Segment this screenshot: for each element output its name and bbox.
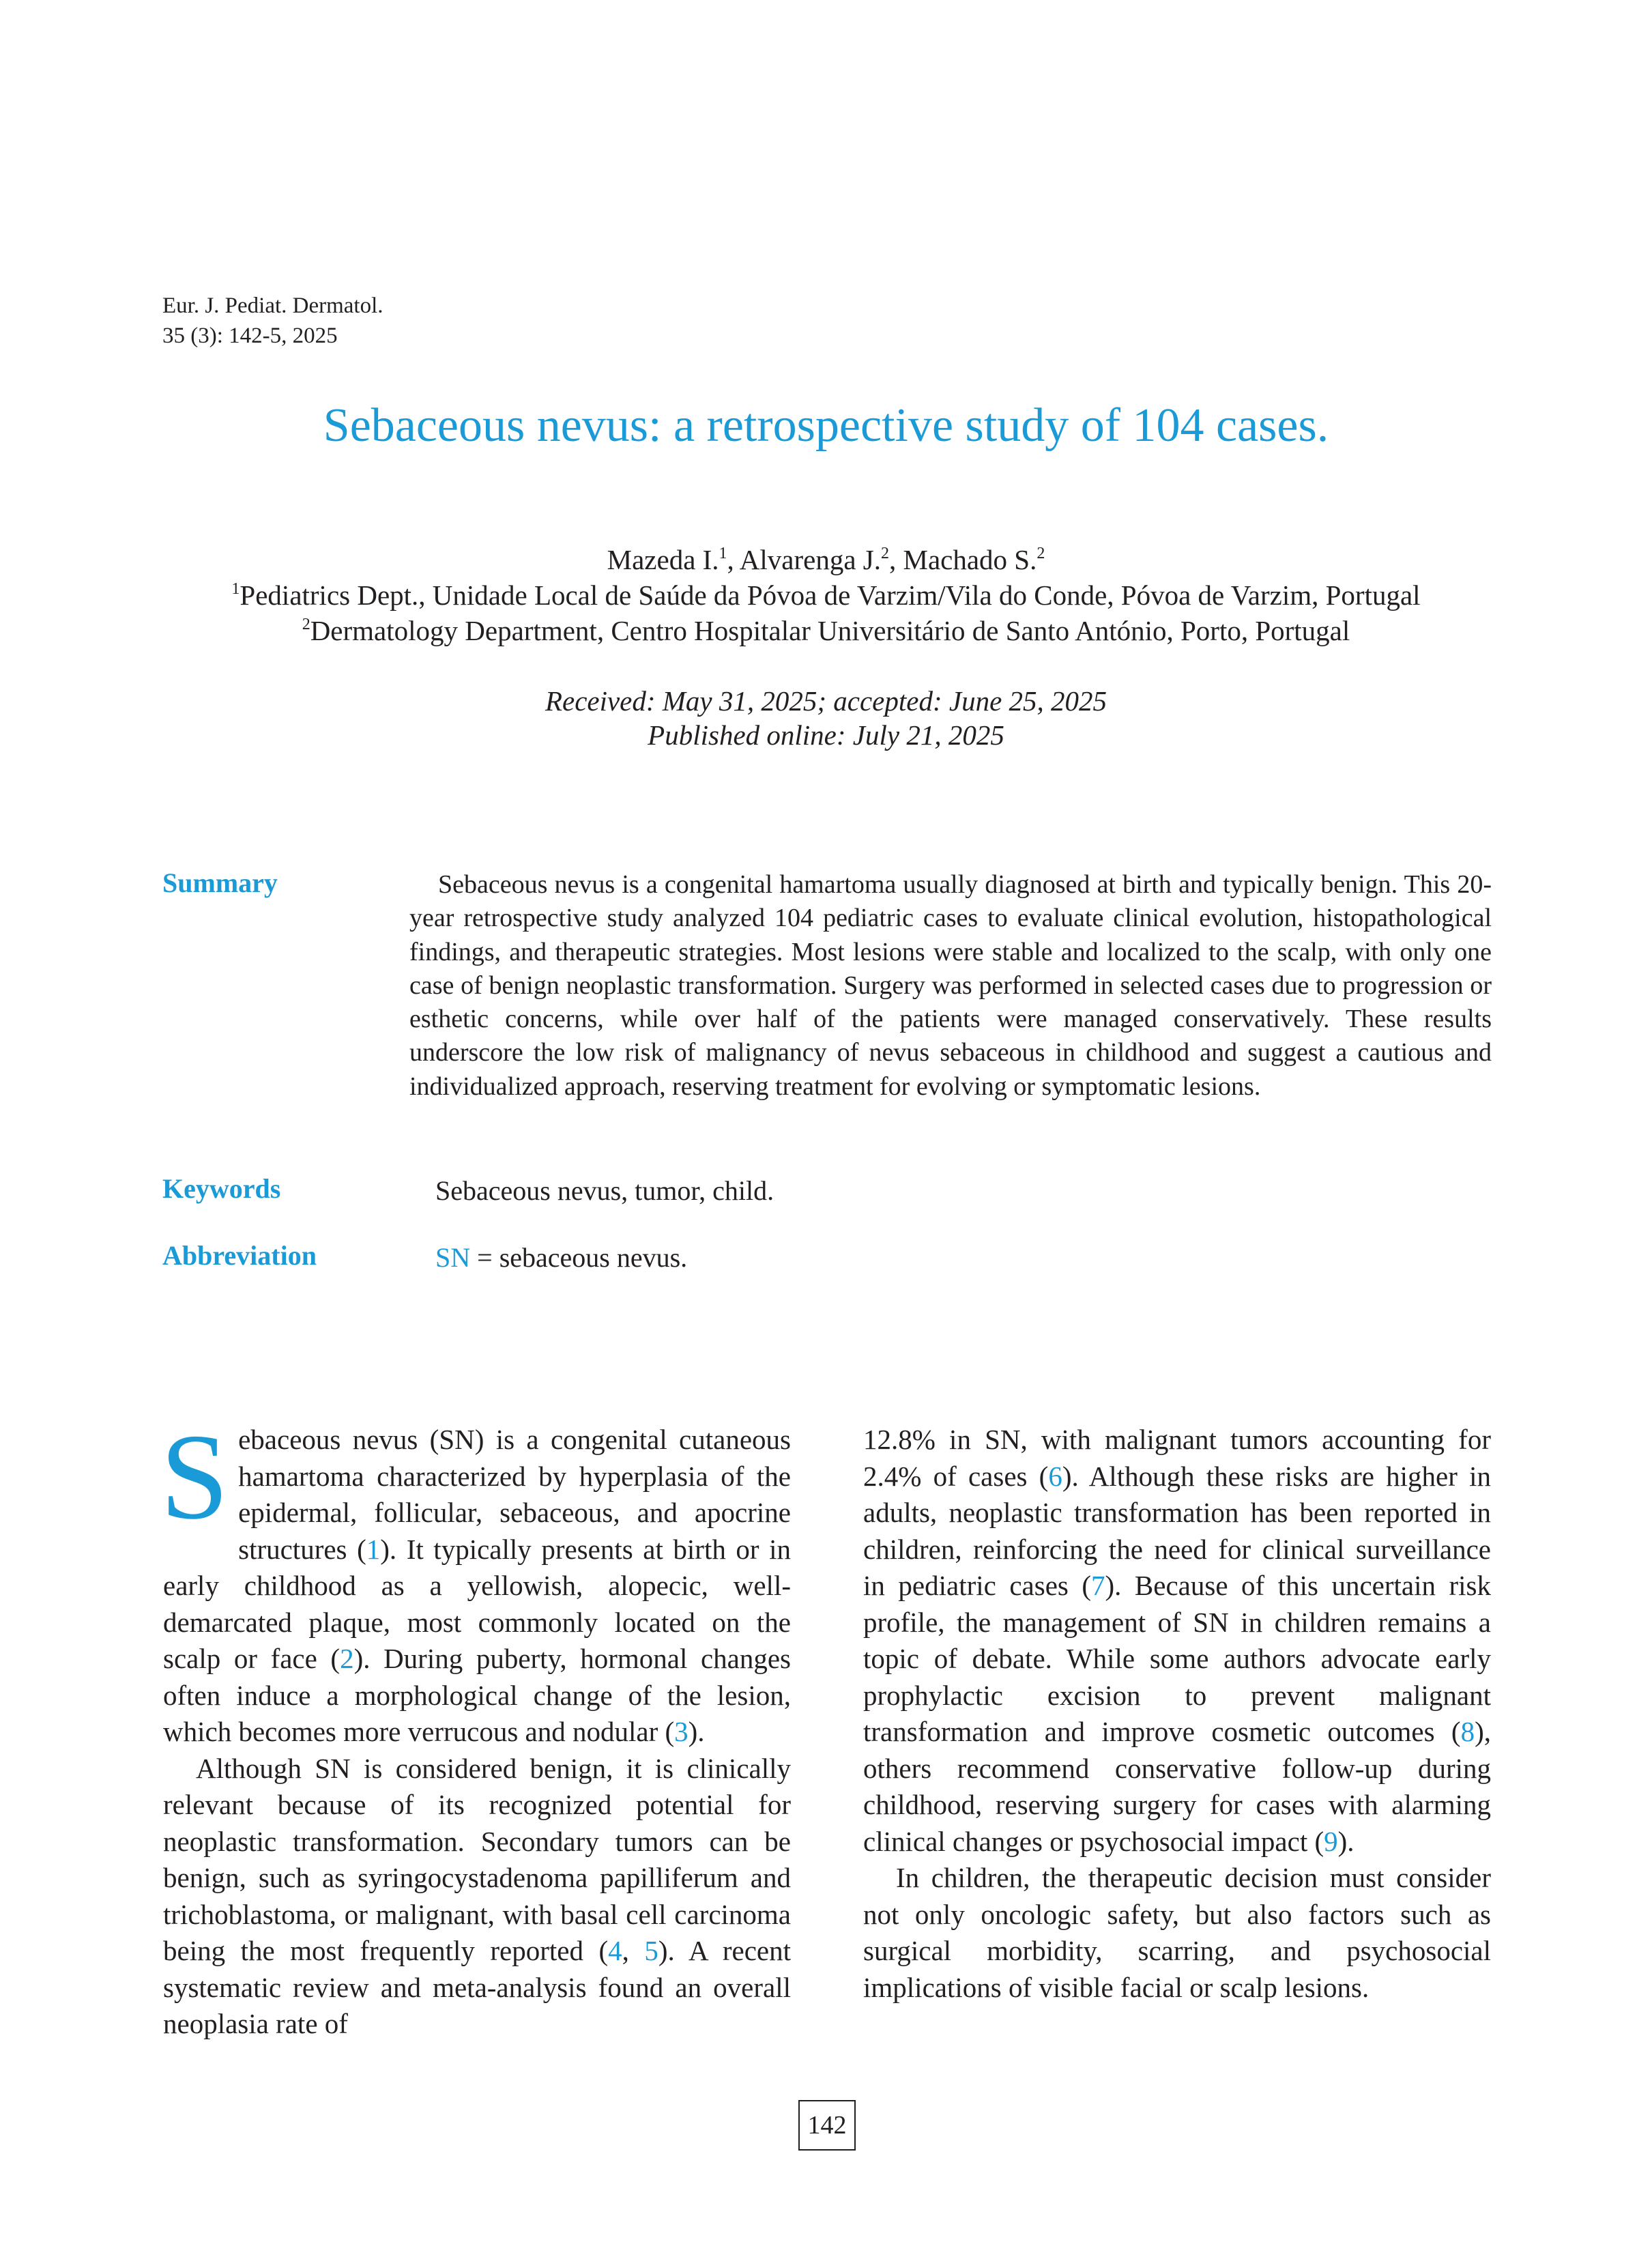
- reference-link-7[interactable]: 7: [1091, 1570, 1105, 1601]
- body-paragraph-1: [160, 1409, 792, 1751]
- reference-link-6[interactable]: 6: [1048, 1460, 1062, 1492]
- body-text-segment: ).: [688, 1716, 705, 1747]
- journal-name: Eur. J. Pediat. Dermatol.: [162, 293, 383, 318]
- body-text-segment: ).: [1337, 1825, 1354, 1857]
- abbreviation-text: [435, 1241, 687, 1275]
- author-3: Machado S.: [903, 544, 1037, 575]
- abbreviation-definition: = sebaceous nevus.: [470, 1242, 688, 1273]
- body-text-segment: ,: [622, 1935, 645, 1966]
- body-paragraph-2-continued: [863, 1422, 1491, 1860]
- abbreviation-term: SN: [435, 1242, 471, 1273]
- keywords-text: Sebaceous nevus, tumor, child.: [435, 1175, 774, 1206]
- summary-text: Sebaceous nevus is a congenital hamartoma usually diagnosed at birth and typically benign. This 20-year retrospective study analyzed 104 pediatric cases to evaluate clinical evolution, histopathological findings, and therapeutic strategies. Most lesions were stable and localized to the scalp, with only one case of benign neoplastic transformation. Surgery was performed in selected cases due to progression or esthetic concerns, while over half of the patients were managed conservatively. These results underscore the low risk of malignancy of nevus sebaceous in childhood and suggest a cautious and individualized approach, reserving treatment for evolving or symptomatic lesions.: [409, 870, 1492, 1101]
- body-text-segment: ). During puberty, hormonal changes often induce a morphological change of the lesion, which becomes more verrucous and nodular (: [163, 1643, 792, 1747]
- body-text-segment: Although SN is considered benign, it is clinically relevant because of its recognized potential for neoplastic transformation. Secondary tumors can be benign, such as syringocystadenoma papilliferum and trichoblastoma, or malignant, with basal cell carcinoma being the most frequently reported (: [163, 1752, 791, 1966]
- author-list: Mazeda I.$^1$, Alvarenga J.$^2$, Machado S.$^2$: [607, 544, 1045, 575]
- body-text-segment: 12.8% in SN, with malignant tumors accounting for 2.4% of cases (: [863, 1424, 1491, 1492]
- reference-link-9[interactable]: 9: [1324, 1825, 1338, 1857]
- summary-label: Summary: [162, 867, 278, 898]
- author-1-sup: 1: [719, 545, 727, 562]
- abbreviation-label: Abbreviation: [162, 1240, 317, 1271]
- reference-link-2[interactable]: 2: [340, 1643, 354, 1674]
- body-paragraph-3: In children, the therapeutic decision must consider not only oncologic safety, but also factors such as surgical morbidity, scarring, and psychosocial implications of visible facial or scalp lesions.: [863, 1862, 1491, 2003]
- body-text-segment: ), others recommend conservative follow-up during childhood, reserving surgery for cases with alarming clinical changes or psychosocial impact (: [863, 1716, 1491, 1857]
- body-paragraph-2: [163, 1751, 791, 2043]
- reference-link-4[interactable]: 4: [608, 1935, 622, 1966]
- drop-cap: S: [160, 1409, 229, 1544]
- journal-header: [162, 291, 383, 351]
- affiliation-2: $^2$Dermatology Department, Centro Hospitalar Universitário de Santo António, Porto, Portugal: [302, 615, 1350, 646]
- author-3-sup: 2: [1037, 545, 1045, 562]
- published-date: Published online: July 21, 2025: [648, 719, 1004, 751]
- body-column-right: [863, 1422, 1491, 2006]
- body-text-segment: ). Because of this uncertain risk profile, the management of SN in children remains a topic of debate. While some authors advocate early prophylactic excision to prevent malignant transformation and improve cosmetic outcomes (: [863, 1570, 1492, 1747]
- reference-link-1[interactable]: 1: [366, 1533, 381, 1565]
- body-text-segment: ). A recent systematic review and meta-analysis found an overall neoplasia rate of: [163, 1935, 791, 2039]
- received-date: Received: May 31, 2025; accepted: June 25, 2025: [545, 685, 1107, 717]
- keywords-label: Keywords: [162, 1173, 281, 1204]
- article-title: Sebaceous nevus: a retrospective study of 104 cases.: [323, 399, 1329, 452]
- dates-block: [0, 684, 1652, 752]
- reference-link-8[interactable]: 8: [1460, 1716, 1475, 1747]
- reference-link-5[interactable]: 5: [644, 1935, 658, 1966]
- journal-issue: 35 (3): 142-5, 2025: [162, 324, 338, 348]
- affiliation-1: $^1$Pediatrics Dept., Unidade Local de Saúde da Póvoa de Varzim/Vila do Conde, Póvoa de Varzim, Portugal: [231, 579, 1421, 611]
- reference-link-3[interactable]: 3: [674, 1716, 689, 1747]
- body-text-segment: ebaceous nevus (SN) is a congenital cutaneous hamartoma characterized by hyperplasia of the epidermal, follicular, sebaceous, and apocrine structures (: [238, 1424, 791, 1565]
- author-1: Mazeda I.: [607, 544, 719, 575]
- body-text-segment: ). It typically presents at birth or in early childhood as a yellowish, alopecic, well-demarcated plaque, most commonly located on the scalp or face (: [163, 1533, 791, 1674]
- body-text-segment: ). Although these risks are higher in adults, neoplastic transformation has been reported in children, reinforcing the need for clinical surveillance in pediatric cases (: [863, 1460, 1491, 1601]
- authors-block: [0, 542, 1652, 648]
- author-2-sup: 2: [881, 545, 889, 562]
- page-number: 142: [798, 2100, 856, 2151]
- body-column-left: [160, 1409, 792, 2043]
- author-2: Alvarenga J.: [739, 544, 881, 575]
